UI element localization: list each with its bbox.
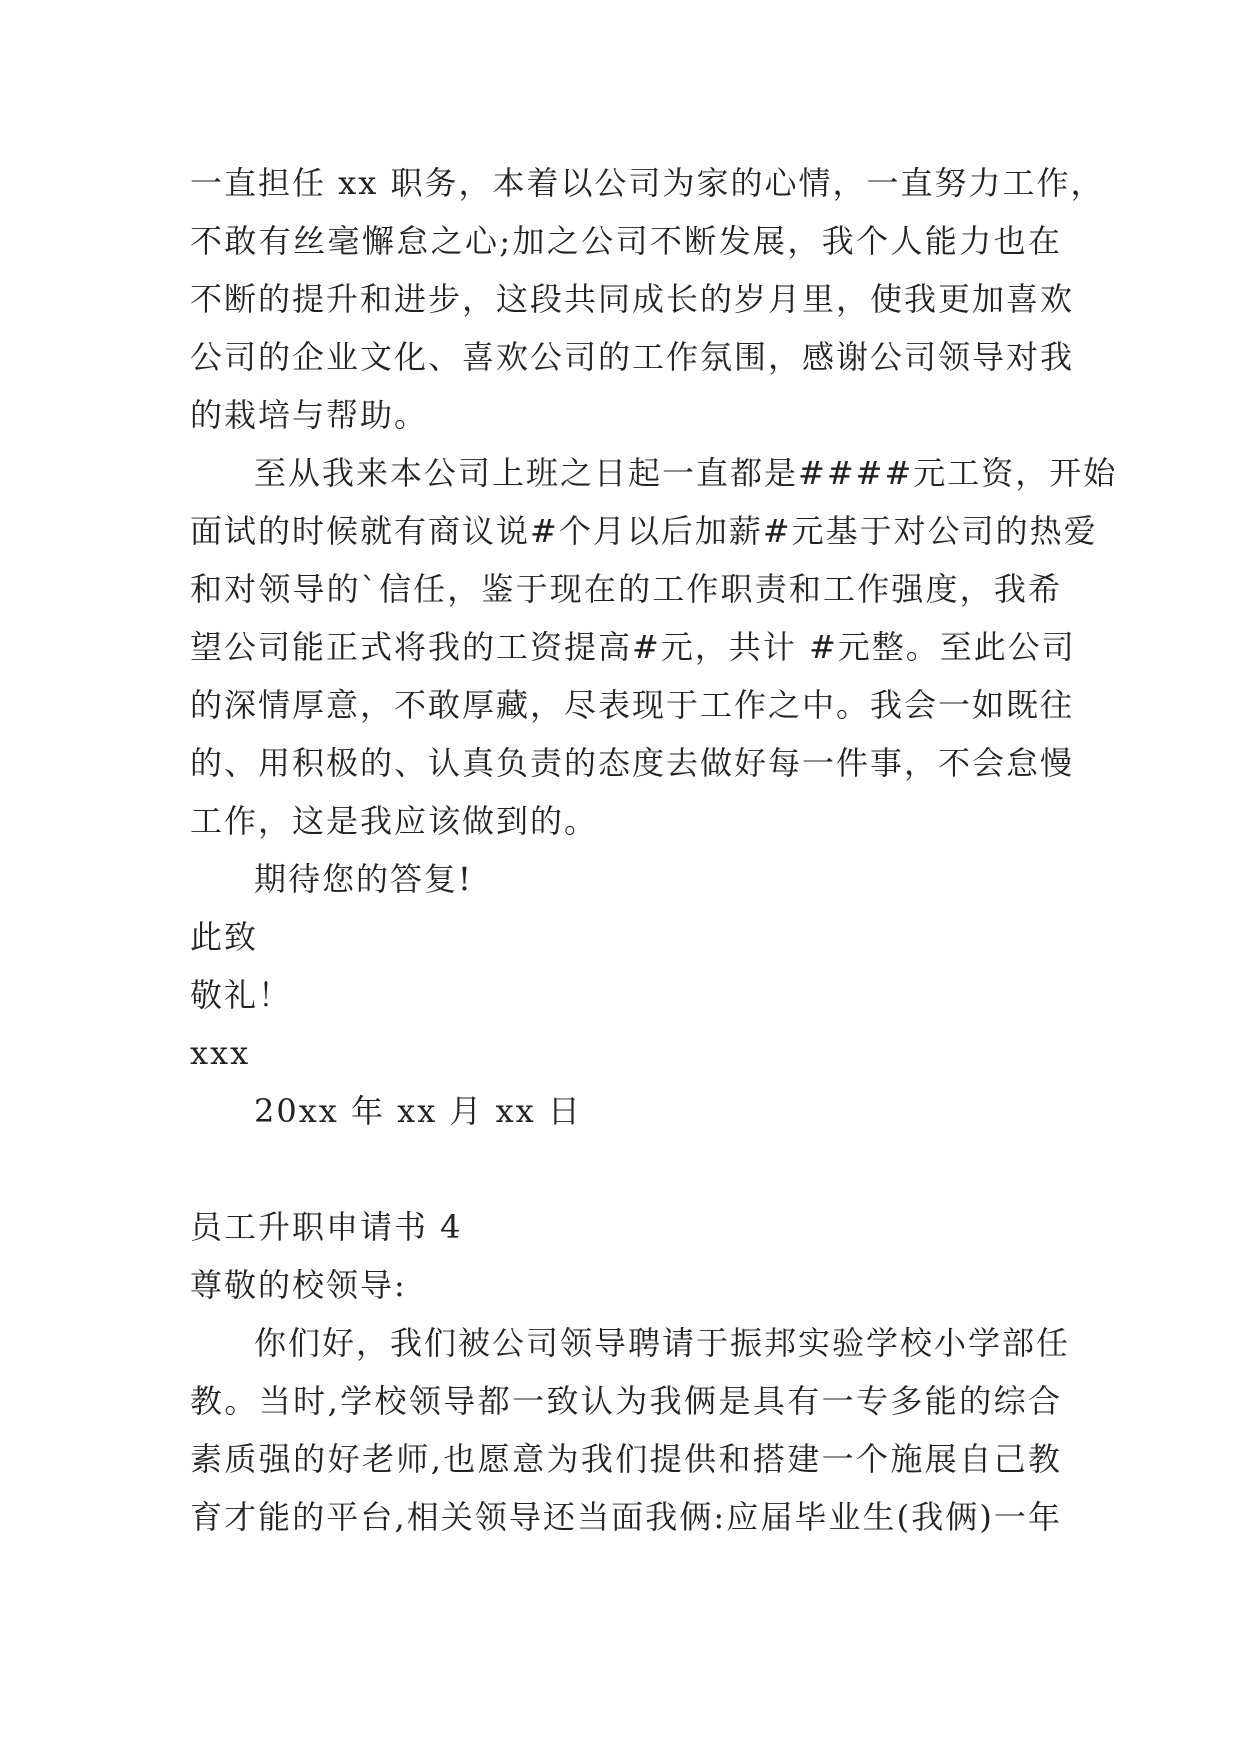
paragraph-line: 公司的企业文化、喜欢公司的工作氛围，感谢公司领导对我 [190, 338, 1075, 376]
paragraph-line: 的、用积极的、认真负责的态度去做好每一件事，不会怠慢 [190, 744, 1075, 782]
paragraph-line: 你们好，我们被公司领导聘请于振邦实验学校小学部任 [254, 1324, 1071, 1362]
paragraph-line: 工作，这是我应该做到的。 [190, 802, 599, 840]
paragraph-line: 一直担任 xx 职务，本着以公司为家的心情，一直努力工作， [190, 164, 1105, 202]
paragraph-line: 素质强的好老师,也愿意为我们提供和搭建一个施展自己教 [190, 1440, 1062, 1478]
paragraph-line: 的深情厚意，不敢厚藏，尽表现于工作之中。我会一如既往 [190, 686, 1075, 724]
letter-greeting: 尊敬的校领导: [190, 1266, 407, 1304]
paragraph-line: 的栽培与帮助。 [190, 396, 429, 434]
paragraph-line: 不断的提升和进步，这段共同成长的岁月里，使我更加喜欢 [190, 280, 1075, 318]
section-gap [190, 1140, 1062, 1198]
paragraph-line: 不敢有丝毫懈怠之心;加之公司不断发展，我个人能力也在 [190, 222, 1062, 260]
paragraph-line: 育才能的平台,相关领导还当面我俩:应届毕业生(我俩)一年 [190, 1498, 1062, 1536]
paragraph-line: 面试的时候就有商议说#个月以后加薪#元基于对公司的热爱 [190, 512, 1098, 550]
salutation-line-2: 敬礼！ [190, 976, 293, 1014]
paragraph-line: 望公司能正式将我的工资提高#元，共计 #元整。至此公司 [190, 628, 1076, 666]
paragraph-line: 教。当时,学校领导都一致认为我俩是具有一专多能的综合 [190, 1382, 1062, 1420]
paragraph-line: 和对领导的`信任，鉴于现在的工作职责和工作强度，我希 [190, 570, 1062, 608]
section-title: 员工升职申请书 4 [190, 1208, 463, 1246]
closing-expectation: 期待您的答复! [254, 860, 473, 898]
date-line: 20xx 年 xx 月 xx 日 [254, 1092, 582, 1130]
signature: xxx [190, 1034, 251, 1072]
document-body [190, 154, 1118, 1546]
paragraph-line: 至从我来本公司上班之日起一直都是####元工资，开始 [254, 454, 1118, 492]
salutation-line-1: 此致 [190, 918, 259, 956]
